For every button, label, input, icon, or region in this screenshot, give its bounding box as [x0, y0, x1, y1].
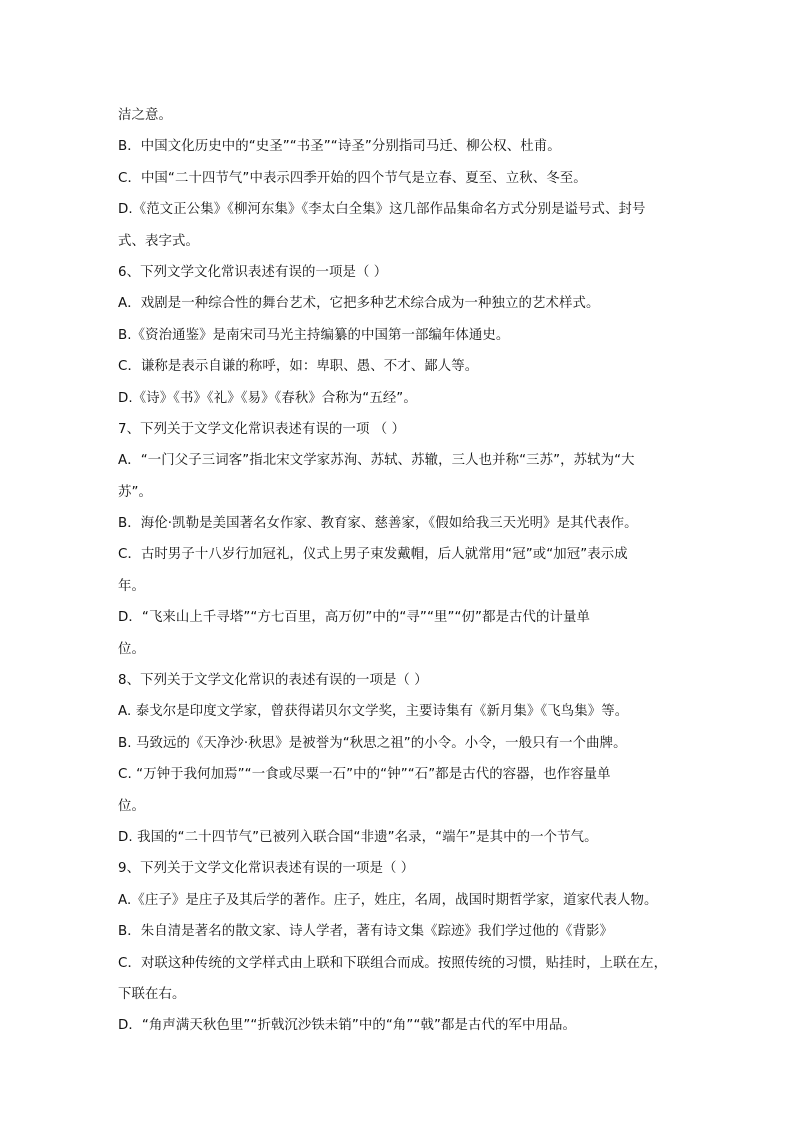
option-c-line: C．中国“二十四节气”中表示四季开始的四个节气是立春、夏至、立秋、冬至。 — [118, 170, 587, 186]
option-c-line: C．古时男子十八岁行加冠礼，仪式上男子束发戴帽，后人就常用“冠”或“加冠”表示成 — [118, 547, 628, 563]
option-d-line: D.《诗》《书》《礼》《易》《春秋》合称为“五经”。 — [118, 390, 417, 406]
option-b-line: B．朱自清是著名的散文家、诗人学者，著有诗文集《踪迹》我们学过他的《背影》 — [118, 924, 613, 940]
text-line: 苏”。 — [118, 484, 153, 500]
option-c-line: C．谦称是表示自谦的称呼，如：卑职、愚、不才、鄙人等。 — [118, 359, 479, 375]
option-a-line: A.《庄子》是庄子及其后学的著作。庄子，姓庄，名周，战国时期哲学家，道家代表人物。 — [118, 892, 658, 908]
option-d-line: D. 我国的“二十四节气”已被列入联合国“非遗”名录，“端午”是其中的一个节气。 — [118, 829, 598, 845]
question-7-heading: 7、下列关于文学文化常识表述有误的一项 （ ） — [118, 421, 406, 437]
option-b-line: B．中国文化历史中的“史圣”“书圣”“诗圣”分别指司马迁、柳公权、杜甫。 — [118, 139, 561, 155]
option-b-line: B．海伦·凯勒是美国著名女作家、教育家、慈善家，《假如给我三天光明》是其代表作。 — [118, 516, 638, 532]
option-d-line: D．“角声满天秋色里”“折戟沉沙铁未销”中的“角”“戟”都是古代的军中用品。 — [118, 1018, 576, 1034]
text-line: 洁之意。 — [118, 108, 172, 123]
text-line: 式、表字式。 — [118, 233, 199, 249]
option-a-line: A．“一门父子三词客”指北宋文学家苏洵、苏轼、苏辙，三人也并称“三苏”，苏轼为“大 — [118, 453, 635, 469]
question-8-heading: 8、下列关于文学文化常识的表述有误的一项是（ ） — [118, 673, 428, 689]
text-line: 下联在右。 — [118, 986, 186, 1002]
option-c-line: C．对联这种传统的文学样式由上联和下联组合而成。按照传统的习惯，贴挂时，上联在左， — [118, 955, 668, 971]
option-b-line: B.《资治通鉴》是南宋司马光主持编纂的中国第一部编年体通史。 — [118, 327, 510, 343]
text-line: 位。 — [118, 798, 145, 814]
option-d-line: D．“飞来山上千寻塔”“方七百里，高万仞”中的“寻”“里”“仞”都是古代的计量单 — [118, 610, 591, 626]
text-line: 位。 — [118, 641, 145, 657]
question-9-heading: 9、下列关于文学文化常识表述有误的一项是（ ） — [118, 861, 415, 877]
option-a-line: A. 泰戈尔是印度文学家，曾获得诺贝尔文学奖，主要诗集有《新月集》《飞鸟集》等。 — [118, 704, 629, 720]
option-b-line: B. 马致远的《天净沙·秋思》是被誉为“秋思之祖”的小令。小令，一般只有一个曲牌。 — [118, 735, 627, 751]
question-6-heading: 6、下列文学文化常识表述有误的一项是（ ） — [118, 264, 388, 280]
option-a-line: A．戏剧是一种综合性的舞台艺术，它把多种艺术综合成为一种独立的艺术样式。 — [118, 296, 600, 312]
document-body — [118, 100, 688, 1042]
option-d-line: D.《范文正公集》《柳河东集》《李太白全集》这几部作品集命名方式分别是谥号式、封号 — [118, 202, 646, 218]
text-line: 年。 — [118, 578, 145, 594]
option-c-line: C. “万钟于我何加焉”“一食或尽粟一石”中的“钟”“石”都是古代的容器，也作容量单 — [118, 767, 611, 783]
